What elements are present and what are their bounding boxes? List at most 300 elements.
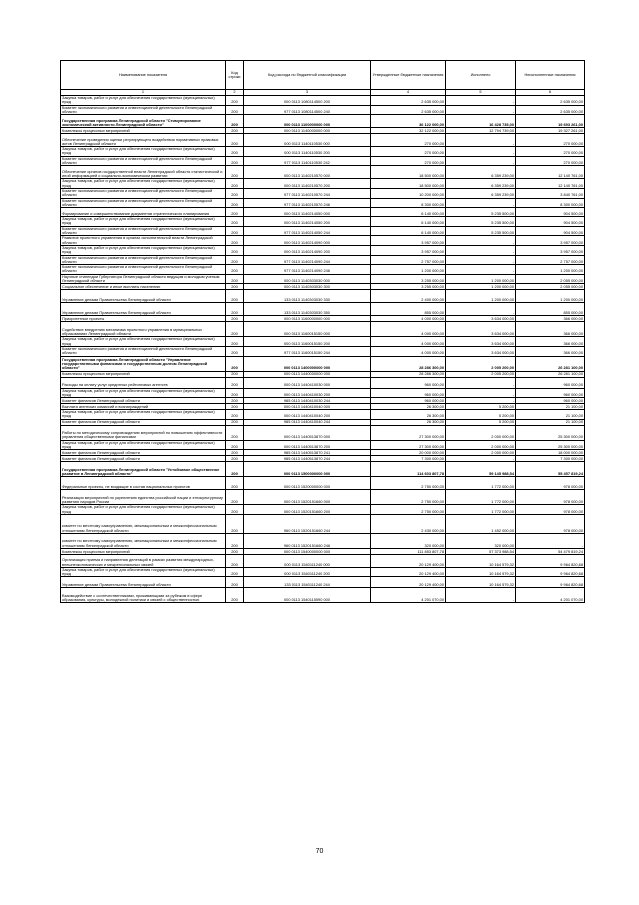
row-approved: 2 635 000,00 <box>371 96 446 106</box>
row-approved: 2 430 000,00 <box>371 514 446 533</box>
row-executed: 320 000,00 <box>446 533 516 548</box>
row-budget-code: 000 0113 1520151660 200 <box>244 505 371 515</box>
row-budget-code: 000 0113 1140110530 000 <box>244 134 371 147</box>
row-name: Комитет экономического развития и инвестиционной деятельности Ленинградской области <box>61 156 226 166</box>
row-executed: 1 772 000,00 <box>446 505 516 515</box>
row-code: 200 <box>226 548 244 554</box>
row-approved: 320 000,00 <box>371 533 446 548</box>
row-approved: 3 957 000,00 <box>371 236 446 246</box>
row-budget-code: 977 0113 1140110530 242 <box>244 156 371 166</box>
row-name: Взаимодействие с соотечественниками, проживающими за рубежом в сфере образования, культуры, молодежной политики и связей с общественностью <box>61 588 226 603</box>
row-approved: 36 122 000,00 <box>371 115 446 128</box>
row-unexecuted: 26 281 100,00 <box>516 356 585 371</box>
row-code: 200 <box>226 236 244 246</box>
report-table <box>60 60 585 603</box>
row-name: Приоритетные проекты <box>61 316 226 322</box>
row-name: Управление делами Правительства Ленинградской области <box>61 303 226 316</box>
row-approved: 18 500 000,00 <box>371 179 446 189</box>
row-budget-code: 000 0113 1540115590 000 <box>244 588 371 603</box>
row-executed: 10 164 579,32 <box>446 567 516 577</box>
row-executed: 2 000 000,00 <box>446 440 516 450</box>
row-executed: 1 772 000,00 <box>446 490 516 505</box>
row-budget-code: 133 0113 1140303030 330 <box>244 290 371 303</box>
row-name: Закупка товаров, работ и услуг для обеспечения государственных (муниципальных) нужд <box>61 217 226 227</box>
row-executed: 2 000 000,00 <box>446 425 516 440</box>
row-approved: 3 255 000,00 <box>371 274 446 284</box>
table-row <box>61 533 585 548</box>
row-name: Закупка товаров, работ и услуг для обеспечения государственных (муниципальных) нужд <box>61 337 226 347</box>
row-executed: 1 200 000,00 <box>446 274 516 284</box>
row-budget-code: 000 0113 1540000000 000 <box>244 548 371 554</box>
row-approved: 2 750 000,00 <box>371 477 446 490</box>
row-name: Комитет экономического развития и инвестиционной деятельности Ленинградской области <box>61 105 226 115</box>
table-row <box>61 425 585 440</box>
row-budget-code: 000 0113 1100000000 000 <box>244 115 371 128</box>
row-name: Организация приема и направления делегаций в рамках развития международных, внешнеэкономических и межрегиональных связей <box>61 554 226 567</box>
row-budget-code: 133 0113 1140303030 350 <box>244 303 371 316</box>
row-budget-code: 985 0113 1440513870 241 <box>244 450 371 456</box>
header-executed: Исполнено <box>446 61 516 90</box>
row-budget-code: 960 0113 1520151660 246 <box>244 533 371 548</box>
header-budget-code: Код расхода по бюджетной классификации <box>244 61 371 90</box>
row-code: 200 <box>226 404 244 410</box>
row-unexecuted: 904 500,00 <box>516 217 585 227</box>
row-budget-code: 000 0113 1140214090 200 <box>244 245 371 255</box>
row-approved: 270 000,00 <box>371 134 446 147</box>
row-name: Закупка товаров, работ и услуг для обеспечения государственных (муниципальных) нужд <box>61 147 226 157</box>
row-unexecuted: 9 964 820,68 <box>516 567 585 577</box>
row-executed: 3 634 000,00 <box>446 316 516 322</box>
row-name: Комитет финансов Ленинградской области <box>61 450 226 456</box>
row-unexecuted: 366 000,00 <box>516 337 585 347</box>
row-approved: 4 000 000,00 <box>371 337 446 347</box>
table-row <box>61 450 585 456</box>
row-unexecuted: 9 964 820,68 <box>516 554 585 567</box>
row-approved: 960 000,00 <box>371 388 446 398</box>
row-executed: 3 634 000,00 <box>446 346 516 356</box>
row-executed: - <box>446 96 516 106</box>
row-name: Комплексы процессных мероприятий <box>61 128 226 134</box>
row-unexecuted: 2 635 000,00 <box>516 105 585 115</box>
table-row <box>61 477 585 490</box>
row-code: 200 <box>226 388 244 398</box>
row-budget-code: 000 0113 1160015150 200 <box>244 337 371 347</box>
table-row <box>61 236 585 246</box>
table-row <box>61 226 585 236</box>
row-unexecuted: 21 100,00 <box>516 404 585 410</box>
row-unexecuted: 55 457 819,24 <box>516 462 585 477</box>
row-executed: - <box>446 156 516 166</box>
row-unexecuted: 978 000,00 <box>516 477 585 490</box>
row-budget-code: 960 0113 1520151660 244 <box>244 514 371 533</box>
table-row <box>61 356 585 371</box>
row-approved: 2 750 000,00 <box>371 490 446 505</box>
row-name: Закупка товаров, работ и услуг для обеспечения государственных (муниципальных) нужд <box>61 179 226 189</box>
column-number: 4 <box>371 90 446 96</box>
row-unexecuted: 7 300 000,00 <box>516 456 585 462</box>
row-executed: - <box>446 588 516 603</box>
row-executed: 3 634 000,00 <box>446 322 516 337</box>
table-body <box>61 96 585 603</box>
row-code: 200 <box>226 179 244 189</box>
header-approved: Утвержденные бюджетные назначения <box>371 61 446 90</box>
row-code: 200 <box>226 96 244 106</box>
row-executed: 5 200,00 <box>446 404 516 410</box>
row-unexecuted: 3 840 761,00 <box>516 188 585 198</box>
row-name: Комитет финансов Ленинградской области <box>61 456 226 462</box>
row-code: 200 <box>226 377 244 388</box>
row-unexecuted: 366 000,00 <box>516 322 585 337</box>
row-unexecuted: 270 000,00 <box>516 156 585 166</box>
column-number: 2 <box>226 90 244 96</box>
row-executed: 2 005 200,00 <box>446 371 516 377</box>
row-executed: 10 164 579,32 <box>446 554 516 567</box>
table-row <box>61 567 585 577</box>
table-row <box>61 115 585 128</box>
row-budget-code: 977 0113 1080114500 240 <box>244 105 371 115</box>
table-row <box>61 505 585 515</box>
row-name: Государственная программа Ленинградской области "Устойчивое общественное развитие в Ленинградской области" <box>61 462 226 477</box>
row-code: 200 <box>226 410 244 420</box>
row-executed: - <box>446 398 516 404</box>
row-unexecuted: 12 140 761,00 <box>516 166 585 179</box>
row-name: Федеральные проекты, не входящие в состав национальных проектов <box>61 477 226 490</box>
row-approved: 960 000,00 <box>371 398 446 404</box>
row-budget-code: 985 0113 1440410040 244 <box>244 419 371 425</box>
row-name: Закупка товаров, работ и услуг для обеспечения государственных (муниципальных) нужд <box>61 245 226 255</box>
table-row <box>61 404 585 410</box>
table-row <box>61 217 585 227</box>
table-row <box>61 188 585 198</box>
table-row <box>61 303 585 316</box>
table-row <box>61 265 585 275</box>
table-row <box>61 166 585 179</box>
row-code: 200 <box>226 456 244 462</box>
row-budget-code: 000 0113 1400000000 000 <box>244 356 371 371</box>
row-approved: 270 000,00 <box>371 147 446 157</box>
row-approved: 27 300 000,00 <box>371 440 446 450</box>
row-unexecuted: 366 000,00 <box>516 316 585 322</box>
row-code: 200 <box>226 322 244 337</box>
row-unexecuted: 904 500,00 <box>516 226 585 236</box>
row-executed: 5 235 500,00 <box>446 226 516 236</box>
table-row <box>61 419 585 425</box>
row-name: комитет по местному самоуправлению, межнациональным и межконфессиональным отношениям Ленинградской области <box>61 533 226 548</box>
row-approved: 26 300,00 <box>371 419 446 425</box>
row-approved: 114 603 807,78 <box>371 462 446 477</box>
row-budget-code: 000 0113 1140303030 000 <box>244 274 371 284</box>
row-name: Закупка товаров, работ и услуг для обеспечения государственных (муниципальных) нужд <box>61 388 226 398</box>
table-row <box>61 462 585 477</box>
row-executed: 1 772 000,00 <box>446 477 516 490</box>
row-unexecuted: 960 000,00 <box>516 377 585 388</box>
row-budget-code: 985 0113 1440410030 244 <box>244 398 371 404</box>
table-row <box>61 440 585 450</box>
header-code: Код строки <box>226 61 244 90</box>
row-executed: - <box>446 147 516 157</box>
row-approved: 3 957 000,00 <box>371 245 446 255</box>
row-code: 200 <box>226 290 244 303</box>
row-executed: 10 164 579,32 <box>446 577 516 588</box>
row-executed: 6 359 239,00 <box>446 166 516 179</box>
row-budget-code: 000 0113 1160015150 000 <box>244 322 371 337</box>
row-code: 200 <box>226 226 244 236</box>
row-code: 200 <box>226 166 244 179</box>
row-code: 200 <box>226 274 244 284</box>
row-executed: - <box>446 456 516 462</box>
table-row <box>61 134 585 147</box>
row-budget-code: 000 0113 1140110530 200 <box>244 147 371 157</box>
row-name: Закупка товаров, работ и услуг для обеспечения государственных (муниципальных) нужд <box>61 440 226 450</box>
row-budget-code: 977 0113 1140214090 244 <box>244 255 371 265</box>
row-approved: 4 000 000,00 <box>371 346 446 356</box>
column-number: 6 <box>516 90 585 96</box>
table-row <box>61 208 585 217</box>
row-name: Обеспечение органов государственной власти Ленинградской области статистической и иной информацией о социально-экономическом развитии <box>61 166 226 179</box>
row-unexecuted: 2 055 000,00 <box>516 284 585 290</box>
row-name: Закупка товаров, работ и услуг для обеспечения государственных (муниципальных) нужд <box>61 410 226 420</box>
row-unexecuted: 2 635 000,00 <box>516 96 585 106</box>
row-approved: 4 201 070,00 <box>371 588 446 603</box>
row-name: Содействие внедрению механизма проектного управления в муниципальных образованиях Ленинградской области <box>61 322 226 337</box>
row-budget-code: 000 0113 1440513870 200 <box>244 440 371 450</box>
row-budget-code: 000 0113 1440410040 200 <box>244 410 371 420</box>
row-code: 200 <box>226 156 244 166</box>
row-name: Комитет экономического развития и инвестиционной деятельности Ленинградской области <box>61 346 226 356</box>
row-code: 200 <box>226 505 244 515</box>
table-row <box>61 322 585 337</box>
row-code: 200 <box>226 346 244 356</box>
row-name: Государственная программа Ленинградской области "Управление государственными финансами и государственным долгом Ленинградской области" <box>61 356 226 371</box>
row-budget-code: 000 0113 1440410030 000 <box>244 377 371 388</box>
row-executed: 1 200 000,00 <box>446 290 516 303</box>
row-code: 200 <box>226 134 244 147</box>
header-row <box>61 61 585 90</box>
table-row <box>61 179 585 189</box>
row-unexecuted: 54 479 819,24 <box>516 548 585 554</box>
row-approved: 111 853 807,78 <box>371 548 446 554</box>
row-unexecuted: 26 281 100,00 <box>516 371 585 377</box>
row-name: Выплата агентских комиссий и вознаграждений <box>61 404 226 410</box>
row-unexecuted: 960 000,00 <box>516 388 585 398</box>
row-code: 200 <box>226 128 244 134</box>
row-unexecuted: 8 300 000,00 <box>516 198 585 208</box>
row-code: 200 <box>226 245 244 255</box>
row-budget-code: 000 0113 1140210570 200 <box>244 179 371 189</box>
row-name: Комитет финансов Ленинградской области <box>61 419 226 425</box>
row-unexecuted: 1 200 000,00 <box>516 290 585 303</box>
row-code: 200 <box>226 198 244 208</box>
table-row <box>61 255 585 265</box>
row-code: 200 <box>226 303 244 316</box>
row-approved: 3 255 000,00 <box>371 284 446 290</box>
row-code: 200 <box>226 490 244 505</box>
header-unexecuted: Неисполненные назначения <box>516 61 585 90</box>
row-budget-code: 000 0113 1140214050 200 <box>244 217 371 227</box>
row-name: комитет по местному самоуправлению, межнациональным и межконфессиональным отношениям Ленинградской области <box>61 514 226 533</box>
row-name: Закупка товаров, работ и услуг для обеспечения государственных (муниципальных) нужд <box>61 505 226 515</box>
row-executed: 5 235 500,00 <box>446 217 516 227</box>
row-name: Расходы на оплату услуг кредитных рейтинговых агентств <box>61 377 226 388</box>
row-executed: 2 005 200,00 <box>446 356 516 371</box>
row-unexecuted: 855 000,00 <box>516 303 585 316</box>
row-approved: 26 300,00 <box>371 410 446 420</box>
row-unexecuted: 270 000,00 <box>516 134 585 147</box>
row-code: 200 <box>226 188 244 198</box>
column-number: 3 <box>244 90 371 96</box>
row-approved: 20 129 400,00 <box>371 567 446 577</box>
row-name: Комитет экономического развития и инвестиционной деятельности Ленинградской области <box>61 265 226 275</box>
row-unexecuted: 25 300 000,00 <box>516 440 585 450</box>
row-budget-code: 000 0113 1520151660 000 <box>244 490 371 505</box>
row-budget-code: 000 0113 1540111240 000 <box>244 554 371 567</box>
row-budget-code: 000 0113 1500000000 000 <box>244 462 371 477</box>
table-row <box>61 377 585 388</box>
row-executed: 5 200,00 <box>446 410 516 420</box>
row-executed: - <box>446 134 516 147</box>
row-approved: 20 000 000,00 <box>371 450 446 456</box>
row-code: 200 <box>226 440 244 450</box>
row-code: 200 <box>226 316 244 322</box>
table-row <box>61 198 585 208</box>
row-executed: - <box>446 245 516 255</box>
table-row <box>61 147 585 157</box>
table-row <box>61 554 585 567</box>
row-approved: 7 300 000,00 <box>371 456 446 462</box>
row-unexecuted: 978 000,00 <box>516 505 585 515</box>
row-code: 200 <box>226 371 244 377</box>
row-executed: 16 428 735,00 <box>446 115 516 128</box>
row-code: 200 <box>226 567 244 577</box>
column-number: 5 <box>446 90 516 96</box>
row-executed: - <box>446 105 516 115</box>
row-code: 200 <box>226 425 244 440</box>
row-unexecuted: 3 957 000,00 <box>516 236 585 246</box>
row-executed: - <box>446 236 516 246</box>
row-unexecuted: 2 757 000,00 <box>516 255 585 265</box>
row-budget-code: 977 0113 1140210570 244 <box>244 188 371 198</box>
row-budget-code: 977 0113 1140214050 244 <box>244 226 371 236</box>
row-name: Реализация мероприятий по укреплению единства российской нации и этнокультурному развитию народов России <box>61 490 226 505</box>
row-unexecuted: 3 957 000,00 <box>516 245 585 255</box>
row-executed: 2 000 000,00 <box>446 450 516 456</box>
table-row <box>61 577 585 588</box>
row-budget-code: 000 0113 1080114500 200 <box>244 96 371 106</box>
row-code: 200 <box>226 577 244 588</box>
row-unexecuted: 978 000,00 <box>516 514 585 533</box>
table-row <box>61 346 585 356</box>
row-unexecuted: 9 964 820,68 <box>516 577 585 588</box>
row-approved: 18 500 000,00 <box>371 166 446 179</box>
row-name: Социальное обеспечение и иные выплаты населению <box>61 284 226 290</box>
row-code: 200 <box>226 514 244 533</box>
row-code: 200 <box>226 284 244 290</box>
table-row <box>61 156 585 166</box>
row-code: 200 <box>226 356 244 371</box>
table-row <box>61 245 585 255</box>
row-executed: - <box>446 388 516 398</box>
row-executed: 3 634 000,00 <box>446 337 516 347</box>
row-executed: 5 200,00 <box>446 419 516 425</box>
row-budget-code: 000 0113 1140210570 000 <box>244 166 371 179</box>
row-approved: 6 140 000,00 <box>371 208 446 217</box>
row-code: 200 <box>226 105 244 115</box>
row-approved: 2 400 000,00 <box>371 290 446 303</box>
row-approved: 6 140 000,00 <box>371 217 446 227</box>
row-approved: 2 757 000,00 <box>371 255 446 265</box>
row-approved: 4 000 000,00 <box>371 322 446 337</box>
row-approved: 10 200 000,00 <box>371 188 446 198</box>
row-approved: 20 129 400,00 <box>371 554 446 567</box>
row-budget-code: 133 0113 1540111240 244 <box>244 577 371 588</box>
row-name: Закупка товаров, работ и услуг для обеспечения государственных (муниципальных) нужд <box>61 96 226 106</box>
row-budget-code: 000 0113 1440000000 000 <box>244 371 371 377</box>
row-name: Управление делами Правительства Ленинградской области <box>61 290 226 303</box>
row-name: Работы по методическому сопровождению мероприятий по повышению эффективности управления общественными финансами <box>61 425 226 440</box>
row-code: 200 <box>226 255 244 265</box>
table-row <box>61 290 585 303</box>
row-code: 200 <box>226 419 244 425</box>
table-row <box>61 588 585 603</box>
row-name: Комитет экономического развития и инвестиционной деятельности Ленинградской области <box>61 255 226 265</box>
row-executed: - <box>446 265 516 275</box>
row-name: Закупка товаров, работ и услуг для обеспечения государственных (муниципальных) нужд <box>61 567 226 577</box>
row-budget-code: 000 0113 1140214050 000 <box>244 208 371 217</box>
row-name: Обеспечение проведения оценки регулирующего воздействия нормативных правовых актов Ленинградской области <box>61 134 226 147</box>
row-budget-code: 000 0113 1520000000 000 <box>244 477 371 490</box>
row-name: Комитет финансов Ленинградской области <box>61 398 226 404</box>
table-row <box>61 96 585 106</box>
row-executed: 59 145 988,54 <box>446 462 516 477</box>
row-approved: 28 286 300,00 <box>371 356 446 371</box>
row-code: 200 <box>226 450 244 456</box>
row-executed: - <box>446 303 516 316</box>
row-executed: 1 452 000,00 <box>446 514 516 533</box>
row-code: 200 <box>226 265 244 275</box>
row-executed: 57 373 988,54 <box>446 548 516 554</box>
row-unexecuted: 12 140 761,00 <box>516 179 585 189</box>
row-executed: 6 359 239,00 <box>446 179 516 189</box>
row-name: Управление делами Правительства Ленинградской области <box>61 577 226 588</box>
row-budget-code: 000 0113 1140303030 300 <box>244 284 371 290</box>
row-budget-code: 000 0113 1140000000 000 <box>244 128 371 134</box>
table-row <box>61 388 585 398</box>
row-unexecuted: 1 200 000,00 <box>516 265 585 275</box>
table-row <box>61 337 585 347</box>
row-approved: 6 140 000,00 <box>371 226 446 236</box>
table-row <box>61 514 585 533</box>
row-approved: 4 000 000,00 <box>371 316 446 322</box>
row-budget-code: 000 0113 1160000000 000 <box>244 316 371 322</box>
row-unexecuted: - <box>516 533 585 548</box>
row-code: 200 <box>226 398 244 404</box>
row-approved: 1 200 000,00 <box>371 265 446 275</box>
row-approved: 26 300,00 <box>371 404 446 410</box>
row-budget-code: 977 0113 1160015150 244 <box>244 346 371 356</box>
row-unexecuted: 2 055 000,00 <box>516 274 585 284</box>
row-code: 200 <box>226 533 244 548</box>
row-code: 200 <box>226 147 244 157</box>
row-unexecuted: 25 300 000,00 <box>516 425 585 440</box>
row-unexecuted: 21 100,00 <box>516 410 585 420</box>
column-number: 1 <box>61 90 226 96</box>
row-approved: 28 286 300,00 <box>371 371 446 377</box>
row-name: Комплексы процессных мероприятий <box>61 548 226 554</box>
row-approved: 855 000,00 <box>371 303 446 316</box>
row-unexecuted: 19 327 261,00 <box>516 128 585 134</box>
table-row <box>61 410 585 420</box>
row-name: Комитет экономического развития и инвестиционной деятельности Ленинградской области <box>61 198 226 208</box>
